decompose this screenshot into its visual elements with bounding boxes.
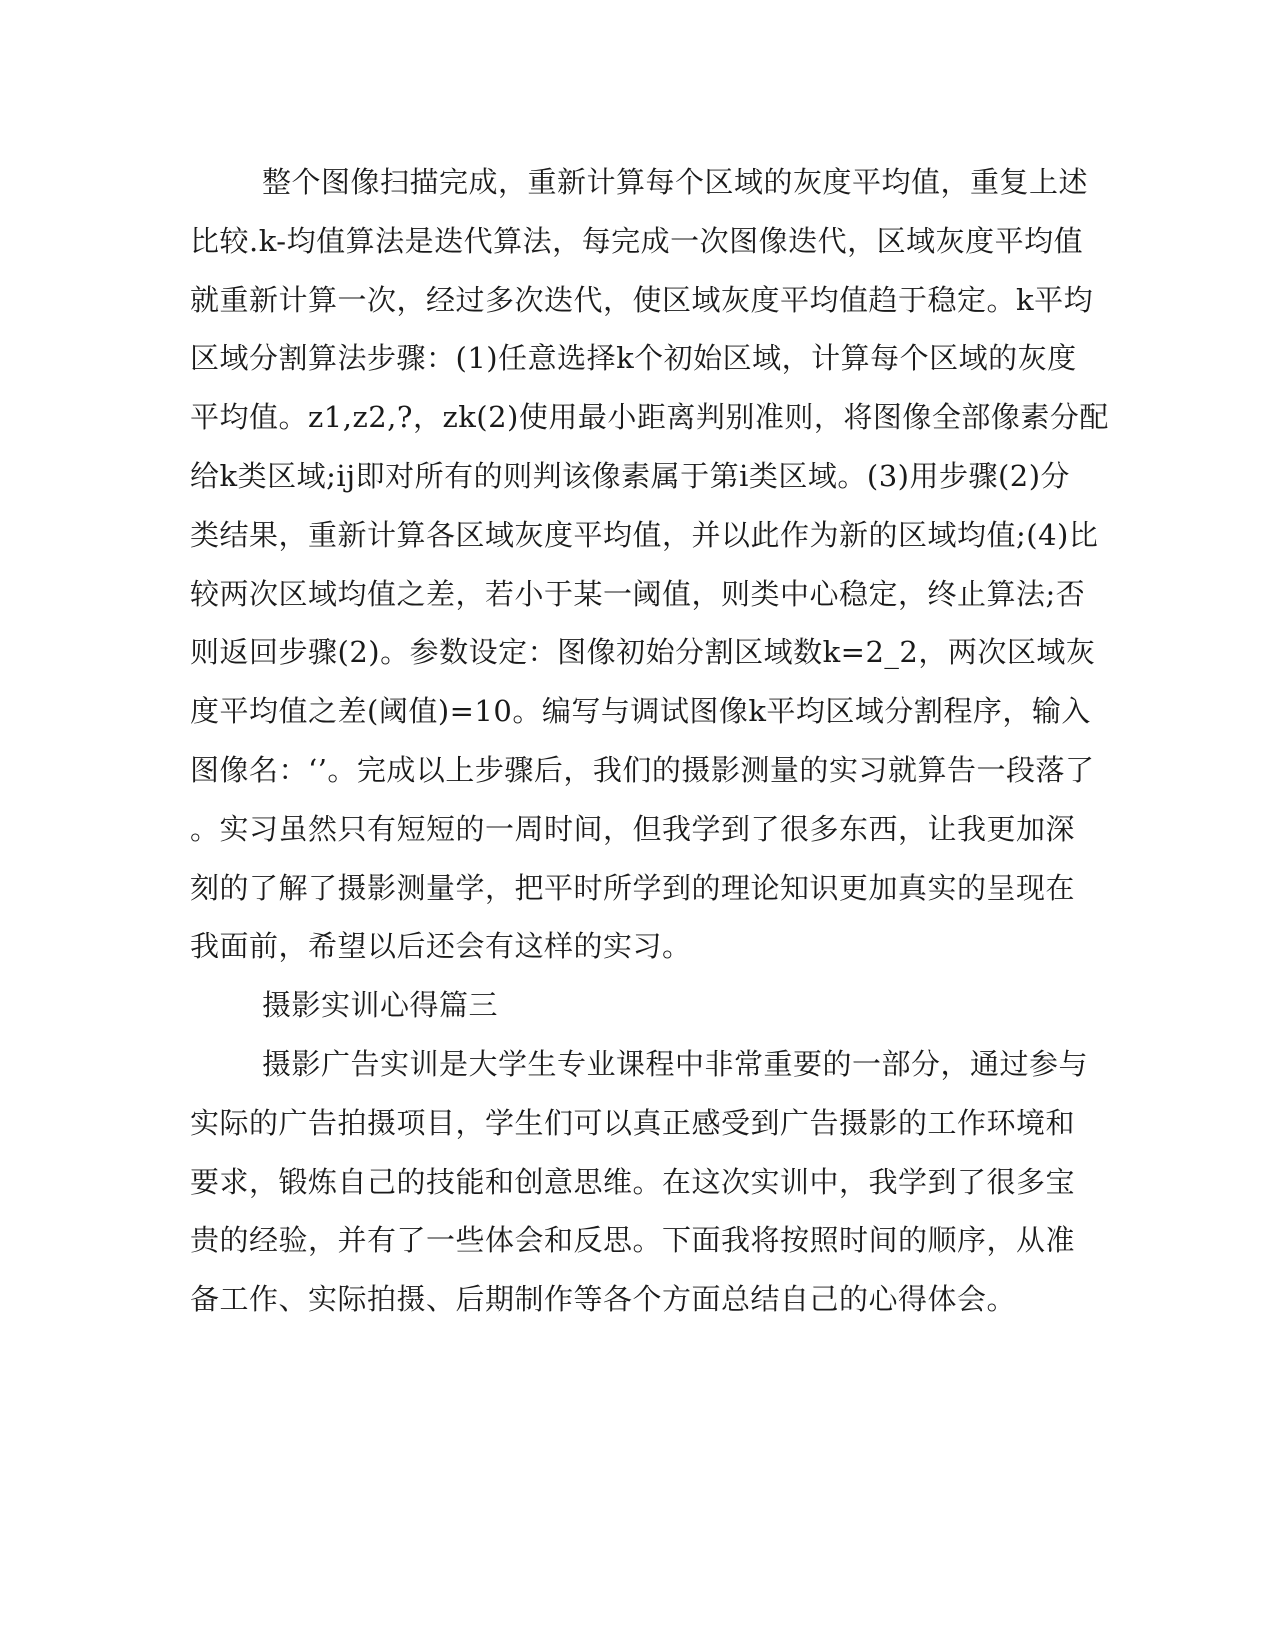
paragraph-line: 则返回步骤(2)。参数设定：图像初始分割区域数k=2_2，两次区域灰 bbox=[190, 635, 1096, 669]
paragraph-line: 要求，锻炼自己的技能和创意思维。在这次实训中，我学到了很多宝 bbox=[190, 1165, 1076, 1199]
paragraph-line: 贵的经验，并有了一些体会和反思。下面我将按照时间的顺序，从准 bbox=[190, 1223, 1076, 1257]
paragraph-line: 就重新计算一次，经过多次迭代，使区域灰度平均值趋于稳定。k平均 bbox=[190, 283, 1094, 317]
paragraph-line: 比较.k-均值算法是迭代算法，每完成一次图像迭代，区域灰度平均值 bbox=[190, 224, 1084, 258]
paragraph-line: 类结果，重新计算各区域灰度平均值，并以此作为新的区域均值;(4)比 bbox=[190, 518, 1099, 552]
paragraph-line: 我面前，希望以后还会有这样的实习。 bbox=[190, 929, 692, 963]
paragraph-line: 度平均值之差(阈值)=10。编写与调试图像k平均区域分割程序，输入 bbox=[190, 694, 1091, 728]
paragraph-line: 备工作、实际拍摄、后期制作等各个方面总结自己的心得体会。 bbox=[190, 1282, 1017, 1316]
paragraph-line: 实际的广告拍摄项目，学生们可以真正感受到广告摄影的工作环境和 bbox=[190, 1106, 1076, 1140]
paragraph-line: 较两次区域均值之差，若小于某一阈值，则类中心稳定，终止算法;否 bbox=[190, 577, 1086, 611]
paragraph-line: 。实习虽然只有短短的一周时间，但我学到了很多东西，让我更加深 bbox=[190, 812, 1076, 846]
paragraph-line: 给k类区域;ij即对所有的则判该像素属于第i类区域。(3)用步骤(2)分 bbox=[190, 459, 1071, 493]
paragraph-line: 刻的了解了摄影测量学，把平时所学到的理论知识更加真实的呈现在 bbox=[190, 871, 1076, 905]
paragraph-line: 区域分割算法步骤：(1)任意选择k个初始区域，计算每个区域的灰度 bbox=[190, 341, 1077, 375]
paragraph-line: 平均值。z1,z2,?，zk(2)使用最小距离判别准则，将图像全部像素分配 bbox=[190, 400, 1109, 434]
paragraph-line: 摄影广告实训是大学生专业课程中非常重要的一部分，通过参与 bbox=[262, 1047, 1089, 1081]
paragraph-line: 整个图像扫描完成，重新计算每个区域的灰度平均值，重复上述 bbox=[262, 165, 1089, 199]
section-heading: 摄影实训心得篇三 bbox=[262, 988, 499, 1022]
paragraph-line: 图像名：‘’。完成以上步骤后，我们的摄影测量的实习就算告一段落了 bbox=[190, 753, 1095, 787]
